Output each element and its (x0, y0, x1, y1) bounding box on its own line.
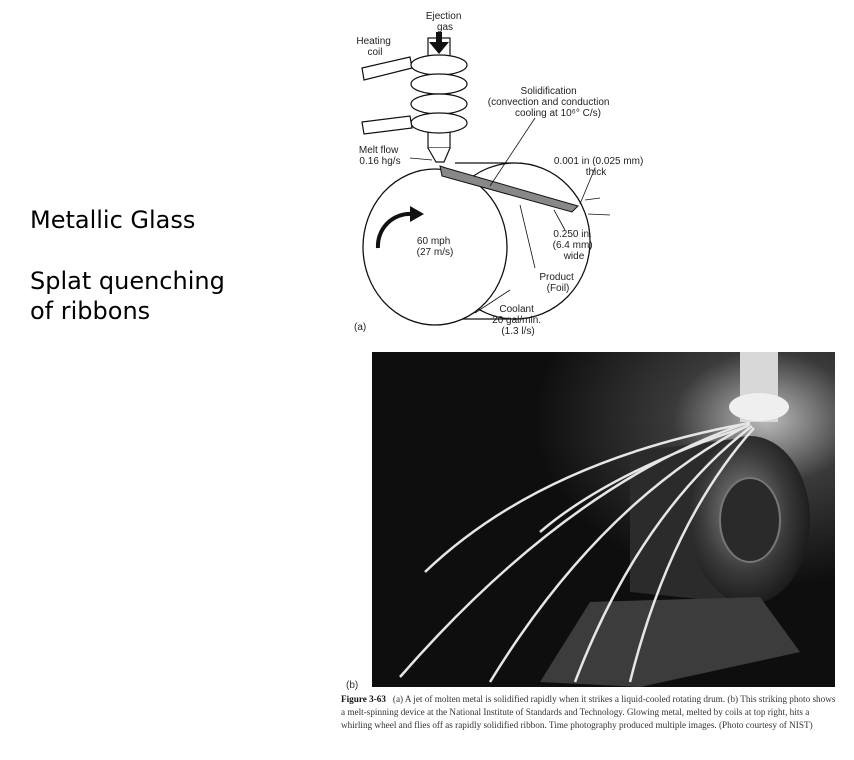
ejection-gas-label-1: Ejection (425, 11, 462, 22)
caption-text: (a) A jet of molten metal is solidified rapidly when it strikes a liquid-cooled rotating drum. (b) This striking photo shows a melt-spinning device at the National Institute of Standards and Technology. Glowing metal, melted by coils at top right, hits a whirling wheel and flies off as rapidly solidified ribbon. Time photography produced multiple images. (Photo courtesy of NIST) (341, 694, 836, 730)
solidification-label-2: (convection and conduction (487, 97, 610, 108)
width-label-2: (6.4 mm) (552, 240, 593, 251)
solidification-label-3: cooling at 10⁶° C/s) (515, 108, 601, 119)
width-label-3: wide (563, 251, 585, 262)
heating-coil-label-1: Heating (356, 36, 391, 47)
solidification-label-1: Solidification (520, 86, 577, 97)
subtitle-line-2: of ribbons (30, 297, 151, 325)
thickness-label-1: 0.001 in (0.025 mm) (553, 156, 644, 167)
thickness-label-2: thick (585, 167, 607, 178)
width-label-1: 0.250 in. (553, 229, 592, 240)
coolant-label-2: 20 gal/min. (492, 315, 542, 326)
slide-subtitle (30, 266, 225, 326)
svg-text:Melt flow 0.16 hg/s (359, 145, 401, 167)
speed-label-1: 60 mph (416, 236, 451, 247)
heating-coil-label-2: coil (367, 47, 383, 58)
coolant-label-3: (1.3 l/s) (501, 326, 535, 337)
figure-caption (341, 693, 841, 732)
melt-flow-label-1: Melt flow (358, 145, 399, 156)
svg-text:0.001 in (0.025 mm) thick (554, 156, 646, 178)
heating-coil (362, 55, 467, 134)
svg-text:Coolant 20 gal/min. (1 (492, 304, 544, 337)
figure-label: Figure 3-63 (341, 694, 386, 704)
product-label-1: Product (539, 272, 574, 283)
melt-spinning-photo (340, 352, 835, 690)
speed-label-2: (27 m/s) (416, 247, 454, 258)
melt-flow-label-2: 0.16 hg/s (359, 156, 401, 167)
panel-label-b: (b) (346, 680, 359, 690)
product-label-2: (Foil) (546, 283, 570, 294)
melt-spinning-diagram (340, 0, 700, 345)
coolant-label-1: Coolant (499, 304, 534, 315)
svg-text:Heating coil (356, 36, 393, 58)
subtitle-line-1: Splat quenching (30, 267, 225, 295)
svg-text:60 mph (27 m/s) (417, 236, 454, 258)
ejection-gas-label-2: gas (436, 22, 454, 33)
svg-text:Ejection gas (426, 11, 464, 33)
slide-title: Metallic Glass (30, 206, 196, 234)
panel-label-a: (a) (354, 322, 367, 333)
svg-text:Solidification (convection (488, 86, 613, 119)
